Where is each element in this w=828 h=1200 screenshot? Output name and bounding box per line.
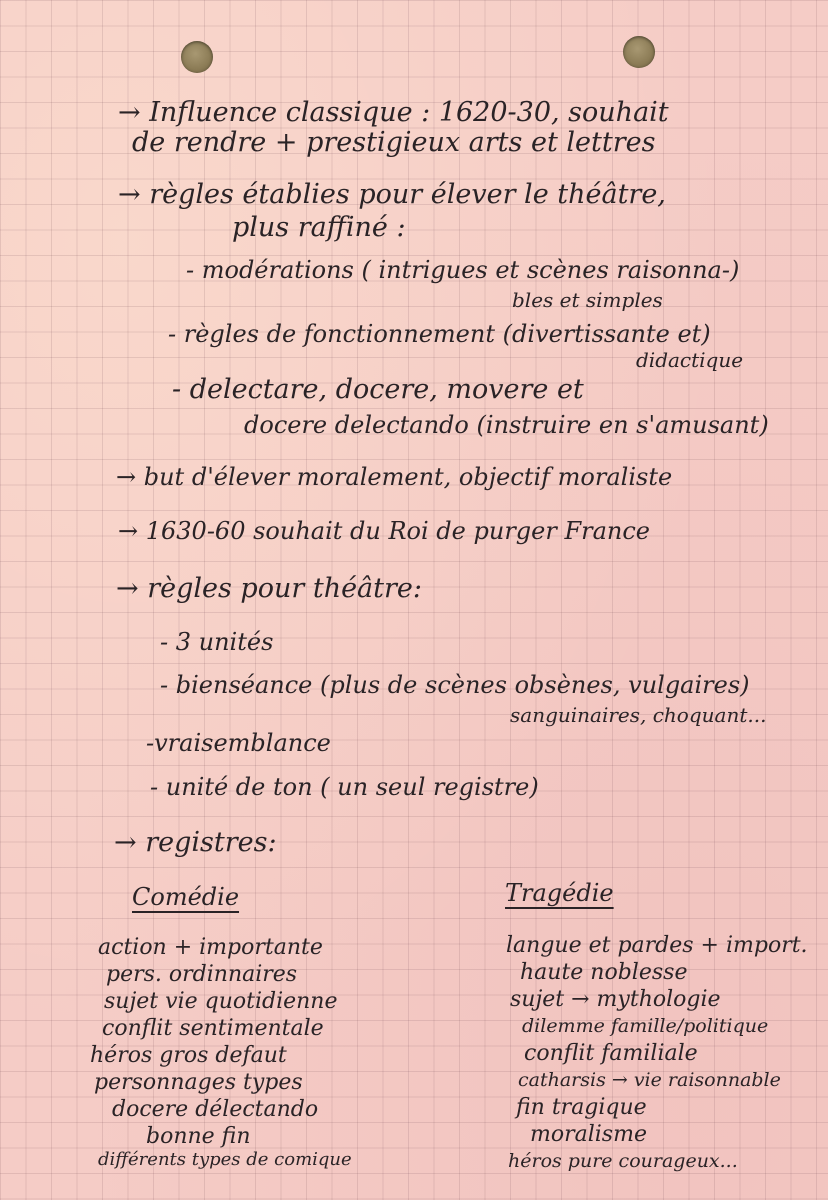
note-line: bles et simples bbox=[512, 288, 663, 312]
list-item: conflit familiale bbox=[524, 1041, 698, 1066]
note-line: - règles de fonctionnement (divertissante et) bbox=[168, 320, 711, 348]
list-item: pers. ordinnaires bbox=[106, 962, 298, 987]
list-item: personnages types bbox=[94, 1070, 303, 1095]
note-line: - 3 unités bbox=[160, 628, 274, 656]
note-line: docere delectando (instruire en s'amusant) bbox=[244, 411, 769, 439]
list-item: sujet vie quotidienne bbox=[104, 989, 338, 1014]
list-item: différents types de comique bbox=[98, 1149, 352, 1170]
list-item: moralisme bbox=[530, 1122, 647, 1147]
note-line: → but d'élever moralement, objectif moraliste bbox=[116, 463, 673, 491]
note-line: - unité de ton ( un seul registre) bbox=[150, 773, 539, 801]
note-line: didactique bbox=[636, 348, 744, 372]
note-line: de rendre + prestigieux arts et lettres bbox=[132, 127, 656, 158]
note-line: → Influence classique : 1620-30, souhait bbox=[118, 97, 669, 128]
list-item: bonne fin bbox=[146, 1124, 251, 1149]
list-item: conflit sentimentale bbox=[102, 1016, 324, 1041]
list-item: docere délectando bbox=[112, 1097, 319, 1122]
list-item: haute noblesse bbox=[520, 960, 688, 985]
list-item: catharsis → vie raisonnable bbox=[518, 1069, 781, 1091]
note-line: - delectare, docere, movere et bbox=[172, 374, 584, 405]
list-item: dilemme famille/politique bbox=[522, 1015, 769, 1037]
tragedie-list bbox=[506, 932, 808, 1175]
note-line: → registres: bbox=[114, 827, 277, 858]
tragedie-heading: Tragédie bbox=[505, 879, 614, 907]
comedie-list bbox=[90, 934, 352, 1170]
note-line: - modérations ( intrigues et scènes raisonna-) bbox=[186, 256, 740, 284]
note-line: - bienséance (plus de scènes obsènes, vulgaires) bbox=[160, 671, 750, 699]
list-item: action + importante bbox=[98, 935, 323, 960]
list-item: héros gros defaut bbox=[90, 1043, 287, 1068]
note-line: → règles pour théâtre: bbox=[116, 573, 422, 604]
list-item: fin tragique bbox=[516, 1095, 647, 1120]
list-item: langue et pardes + import. bbox=[506, 933, 808, 958]
note-line: sanguinaires, choquant... bbox=[510, 703, 767, 727]
list-item: héros pure courageux... bbox=[508, 1150, 738, 1172]
list-item: sujet → mythologie bbox=[510, 987, 721, 1012]
punch-hole-left bbox=[181, 41, 213, 73]
comedie-heading: Comédie bbox=[132, 883, 240, 911]
note-line: → règles établies pour élever le théâtre, bbox=[118, 179, 666, 210]
note-line: plus raffiné : bbox=[232, 212, 406, 243]
note-line: → 1630-60 souhait du Roi de purger France bbox=[118, 517, 650, 545]
punch-hole-right bbox=[623, 36, 655, 68]
note-line: -vraisemblance bbox=[146, 729, 331, 757]
